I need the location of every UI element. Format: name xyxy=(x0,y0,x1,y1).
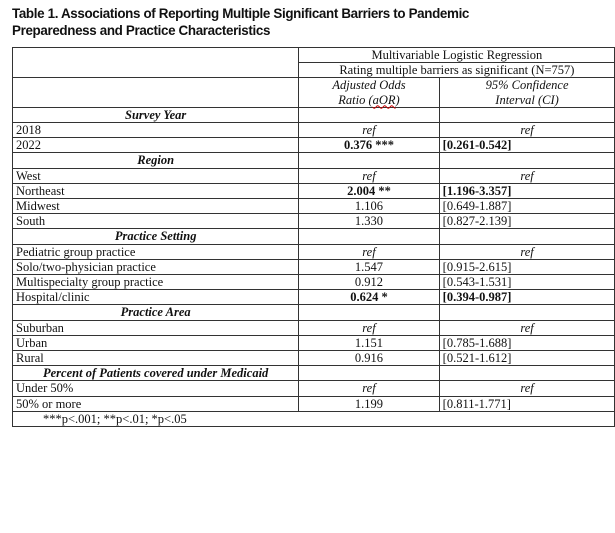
header-aor-abbrev: aOR xyxy=(372,92,396,107)
table-row xyxy=(13,259,615,274)
aor-value: 0.624 * xyxy=(299,290,439,305)
section-row xyxy=(13,107,615,122)
results-table xyxy=(12,47,615,427)
ci-value: [0.811-1.771] xyxy=(439,396,615,411)
row-label: Northeast xyxy=(13,183,299,198)
row-label: Pediatric group practice xyxy=(13,244,299,259)
table-row xyxy=(13,351,615,366)
ci-value: ref xyxy=(439,381,615,396)
row-label: 2022 xyxy=(13,138,299,153)
ci-value: [0.785-1.688] xyxy=(439,335,615,350)
ci-value: [0.394-0.987] xyxy=(439,290,615,305)
section-empty-cell xyxy=(439,153,615,168)
row-label: Suburban xyxy=(13,320,299,335)
header-ci-line2: Interval (CI) xyxy=(495,92,559,107)
section-empty-cell xyxy=(299,153,439,168)
header-ci-line1: 95% Confidence xyxy=(485,78,569,93)
row-label: Hospital/clinic xyxy=(13,290,299,305)
aor-value: 0.916 xyxy=(299,351,439,366)
row-label: 50% or more xyxy=(13,396,299,411)
section-row xyxy=(13,153,615,168)
aor-value: 1.199 xyxy=(299,396,439,411)
row-label: Under 50% xyxy=(13,381,299,396)
row-label: Urban xyxy=(13,335,299,350)
ci-value: ref xyxy=(439,168,615,183)
aor-value: 1.151 xyxy=(299,335,439,350)
header-aor-line2a: Ratio ( xyxy=(338,92,373,107)
row-label: Midwest xyxy=(13,199,299,214)
ci-value: ref xyxy=(439,320,615,335)
table-row xyxy=(13,138,615,153)
table-row xyxy=(13,275,615,290)
table-row xyxy=(13,199,615,214)
row-label: Rural xyxy=(13,351,299,366)
section-empty-cell xyxy=(439,229,615,244)
aor-value: 1.330 xyxy=(299,214,439,229)
ci-value: [0.543-1.531] xyxy=(439,275,615,290)
header-variable-cell xyxy=(13,78,299,107)
section-empty-cell xyxy=(299,107,439,122)
table-row xyxy=(13,290,615,305)
table-row xyxy=(13,335,615,350)
section-empty-cell xyxy=(299,229,439,244)
ci-value: [1.196-3.357] xyxy=(439,183,615,198)
section-label: Region xyxy=(13,153,299,168)
header-aor-label xyxy=(299,78,439,107)
table-row xyxy=(13,214,615,229)
ci-value: [0.521-1.612] xyxy=(439,351,615,366)
footnote: ***p<.001; **p<.01; *p<.05 xyxy=(13,411,615,426)
aor-value: 0.376 *** xyxy=(299,138,439,153)
section-label: Survey Year xyxy=(13,107,299,122)
table-row xyxy=(13,381,615,396)
aor-value: ref xyxy=(299,123,439,138)
row-label: Multispecialty group practice xyxy=(13,275,299,290)
section-empty-cell xyxy=(439,305,615,320)
aor-value: 2.004 ** xyxy=(299,183,439,198)
header-row-group xyxy=(13,48,615,63)
table-row xyxy=(13,320,615,335)
row-label: West xyxy=(13,168,299,183)
header-ci-label xyxy=(439,78,615,107)
table-row xyxy=(13,244,615,259)
row-label: 2018 xyxy=(13,123,299,138)
section-row xyxy=(13,366,615,381)
row-label: South xyxy=(13,214,299,229)
section-empty-cell xyxy=(439,107,615,122)
table-row xyxy=(13,396,615,411)
row-label: Solo/two-physician practice xyxy=(13,259,299,274)
section-empty-cell xyxy=(299,305,439,320)
section-label: Percent of Patients covered under Medicaid xyxy=(13,366,299,381)
footnote-row xyxy=(13,411,615,426)
aor-value: 0.912 xyxy=(299,275,439,290)
table-row xyxy=(13,183,615,198)
aor-value: ref xyxy=(299,381,439,396)
table-title: Table 1. Associations of Reporting Multiple Significant Barriers to Pandemic Preparedness and Practice Characteristics xyxy=(12,6,470,38)
header-subgroup-label: Rating multiple barriers as significant (N=757) xyxy=(299,63,615,78)
section-label: Practice Area xyxy=(13,305,299,320)
ci-value: [0.827-2.139] xyxy=(439,214,615,229)
ci-value: ref xyxy=(439,123,615,138)
section-empty-cell xyxy=(299,366,439,381)
aor-value: ref xyxy=(299,320,439,335)
section-empty-cell xyxy=(439,366,615,381)
section-row xyxy=(13,305,615,320)
ci-value: ref xyxy=(439,244,615,259)
header-group-label: Multivariable Logistic Regression xyxy=(299,48,615,63)
section-row xyxy=(13,229,615,244)
header-aor-line2c: ) xyxy=(395,92,400,107)
header-aor-line1: Adjusted Odds xyxy=(332,78,406,93)
aor-value: ref xyxy=(299,244,439,259)
ci-value: [0.261-0.542] xyxy=(439,138,615,153)
aor-value: 1.547 xyxy=(299,259,439,274)
table-row xyxy=(13,123,615,138)
section-label: Practice Setting xyxy=(13,229,299,244)
ci-value: [0.915-2.615] xyxy=(439,259,615,274)
aor-value: 1.106 xyxy=(299,199,439,214)
aor-value: ref xyxy=(299,168,439,183)
ci-value: [0.649-1.887] xyxy=(439,199,615,214)
header-blank-cell xyxy=(13,48,299,78)
table-row xyxy=(13,168,615,183)
header-row-columns xyxy=(13,78,615,107)
